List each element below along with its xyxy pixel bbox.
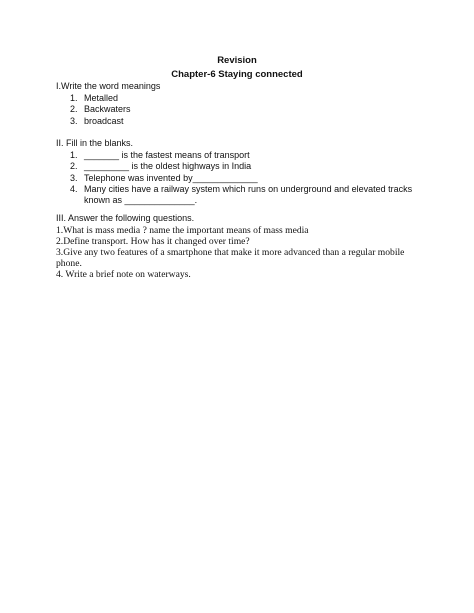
- list-text: Many cities have a railway system which runs on underground and elevated tracks known as ______________.: [84, 183, 413, 206]
- section-heading: I.Write the word meanings: [56, 81, 161, 91]
- list-number: 3.: [70, 172, 78, 183]
- blanks-list: [56, 150, 416, 206]
- list-item: [56, 93, 416, 104]
- question-list: [56, 226, 416, 281]
- list-text: _________ is the oldest highways in India: [84, 161, 252, 172]
- question-item: 2.Define transport. How has it changed over time?: [56, 235, 250, 247]
- question-item: 1.What is mass media ? name the important means of mass media: [56, 225, 309, 236]
- list-number: 3.: [70, 115, 78, 126]
- section-word-meanings: [56, 80, 416, 127]
- list-text: Metalled: [84, 93, 119, 103]
- list-item: [56, 173, 416, 184]
- section-questions: [56, 212, 416, 281]
- section-heading: II. Fill in the blanks.: [56, 138, 134, 148]
- list-text: Telephone was invented by_____________: [84, 172, 258, 183]
- list-item: [56, 184, 416, 207]
- chapter-title: Chapter-6 Staying connected: [171, 69, 303, 80]
- list-text: Backwaters: [84, 104, 131, 115]
- list-item: [56, 116, 416, 127]
- question-item: 4. Write a brief note on waterways.: [56, 268, 191, 280]
- list-item: [56, 150, 416, 161]
- question-item: 3.Give any two features of a smartphone that make it more advanced than a regular mobile phone.: [56, 246, 405, 269]
- page-title: Revision: [217, 55, 257, 66]
- section-fill-blanks: [56, 137, 416, 206]
- list-number: 4.: [70, 183, 78, 194]
- section-heading: III. Answer the following questions.: [56, 213, 195, 223]
- list-item: [56, 104, 416, 115]
- list-text: _______ is the fastest means of transport: [84, 150, 250, 160]
- list-number: 1.: [70, 93, 78, 103]
- list-number: 2.: [70, 161, 78, 172]
- list-text: broadcast: [84, 115, 124, 126]
- list-number: 1.: [70, 150, 78, 160]
- list-item: [56, 161, 416, 172]
- list-number: 2.: [70, 104, 78, 115]
- word-list: [56, 93, 416, 127]
